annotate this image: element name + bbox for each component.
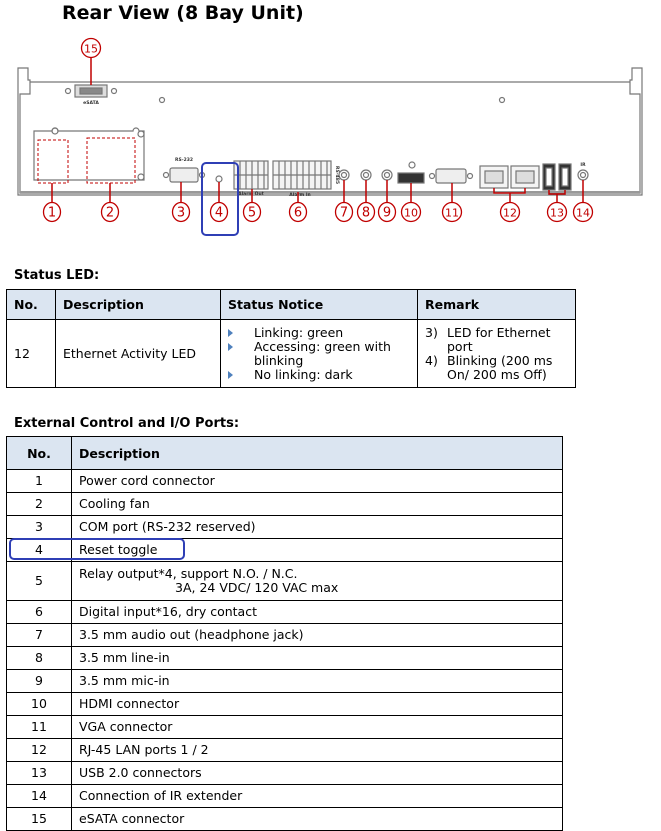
port-description: 3.5 mm audio out (headphone jack) bbox=[72, 624, 563, 647]
table-row bbox=[7, 739, 563, 762]
port-description: 3.5 mm line-in bbox=[72, 647, 563, 670]
io-ports-table bbox=[6, 436, 563, 831]
table-row bbox=[7, 762, 563, 785]
callout-number: 11 bbox=[445, 206, 459, 220]
table-row bbox=[7, 693, 563, 716]
bullet-arrow-icon bbox=[228, 371, 233, 379]
port-no: 3 bbox=[7, 516, 72, 539]
callout-number: 7 bbox=[339, 205, 349, 221]
power-connector-area bbox=[38, 140, 68, 183]
port-description: COM port (RS-232 reserved) bbox=[72, 516, 563, 539]
port-description: Power cord connector bbox=[72, 470, 563, 493]
table-row bbox=[7, 808, 563, 831]
esata-label: eSATA bbox=[83, 101, 99, 106]
remark-item: 4) Blinking (200 ms On/ 200 ms Off) bbox=[425, 352, 553, 382]
col-no: No. bbox=[7, 290, 56, 320]
table-row bbox=[7, 562, 563, 601]
col-remark: Remark bbox=[418, 290, 576, 320]
alarm-out-label: Alarm Out bbox=[238, 192, 264, 197]
port-no: 10 bbox=[7, 693, 72, 716]
port-description: Digital input*16, dry contact bbox=[72, 601, 563, 624]
callout-number: 8 bbox=[361, 205, 371, 221]
status-led-heading: Status LED: bbox=[14, 268, 100, 283]
col-description: Description bbox=[72, 437, 563, 470]
rear-panel-diagram bbox=[0, 30, 661, 240]
port-no: 14 bbox=[7, 785, 72, 808]
reset-row-highlight bbox=[9, 538, 185, 560]
port-no: 4 bbox=[7, 539, 72, 562]
table-row bbox=[7, 785, 563, 808]
notice-item: No linking: dark bbox=[228, 368, 410, 382]
table-row bbox=[7, 601, 563, 624]
port-no: 2 bbox=[7, 493, 72, 516]
port-no: 15 bbox=[7, 808, 72, 831]
port-no: 6 bbox=[7, 601, 72, 624]
callout-number: 5 bbox=[247, 205, 257, 221]
notice-item: Linking: green bbox=[228, 326, 410, 340]
port-description: USB 2.0 connectors bbox=[72, 762, 563, 785]
io-ports-heading: External Control and I/O Ports: bbox=[14, 416, 240, 431]
port-description: Reset toggle bbox=[72, 539, 563, 562]
port-no: 13 bbox=[7, 762, 72, 785]
remark-item: 3) LED for Ethernet port bbox=[425, 324, 551, 354]
rs232-label: RS-232 bbox=[175, 158, 193, 163]
port-no: 12 bbox=[7, 739, 72, 762]
callout-number: 3 bbox=[176, 205, 186, 221]
table-row bbox=[7, 516, 563, 539]
callout-number: 10 bbox=[404, 206, 418, 220]
port-no: 9 bbox=[7, 670, 72, 693]
port-description: Connection of IR extender bbox=[72, 785, 563, 808]
callout-number: 2 bbox=[105, 205, 115, 221]
col-status-notice: Status Notice bbox=[221, 290, 418, 320]
table-row bbox=[7, 670, 563, 693]
rs485-label: RS-485 bbox=[334, 166, 339, 184]
callout-number: 1 bbox=[47, 205, 57, 221]
callout-number: 6 bbox=[293, 205, 303, 221]
port-description: Cooling fan bbox=[72, 493, 563, 516]
port-description: 3.5 mm mic-in bbox=[72, 670, 563, 693]
notice-item: Accessing: green with blinking bbox=[228, 340, 410, 368]
port-description: HDMI connector bbox=[72, 693, 563, 716]
table-row bbox=[7, 493, 563, 516]
table-row bbox=[7, 320, 576, 388]
port-description: VGA connector bbox=[72, 716, 563, 739]
led-description: Ethernet Activity LED bbox=[56, 320, 221, 388]
port-no: 7 bbox=[7, 624, 72, 647]
port-no: 11 bbox=[7, 716, 72, 739]
port-description: Relay output*4, support N.O. / N.C. 3A, 24 VDC/ 120 VAC max bbox=[72, 562, 563, 601]
port-no: 1 bbox=[7, 470, 72, 493]
cooling-fan-area bbox=[87, 138, 135, 183]
callout-number: 9 bbox=[382, 205, 392, 221]
table-row bbox=[7, 716, 563, 739]
table-row bbox=[7, 647, 563, 670]
callout-number: 14 bbox=[576, 206, 590, 220]
alarm-in-label: Alarm In bbox=[289, 193, 311, 198]
status-led-table bbox=[6, 289, 576, 388]
callout-number: 12 bbox=[503, 206, 517, 220]
port-no: 5 bbox=[7, 562, 72, 601]
ir-label: IR bbox=[580, 163, 586, 168]
callout-number: 13 bbox=[550, 206, 564, 220]
col-description: Description bbox=[56, 290, 221, 320]
port-description: eSATA connector bbox=[72, 808, 563, 831]
port-no: 8 bbox=[7, 647, 72, 670]
callout-number: 4 bbox=[214, 205, 224, 221]
col-no: No. bbox=[7, 437, 72, 470]
led-no: 12 bbox=[7, 320, 56, 388]
table-row bbox=[7, 624, 563, 647]
page-title: Rear View (8 Bay Unit) bbox=[62, 2, 304, 24]
port-description: RJ-45 LAN ports 1 / 2 bbox=[72, 739, 563, 762]
bullet-arrow-icon bbox=[228, 329, 233, 337]
reset-highlight-box bbox=[202, 163, 238, 235]
table-row bbox=[7, 470, 563, 493]
callout-number: 15 bbox=[84, 42, 98, 56]
bullet-arrow-icon bbox=[228, 343, 233, 351]
